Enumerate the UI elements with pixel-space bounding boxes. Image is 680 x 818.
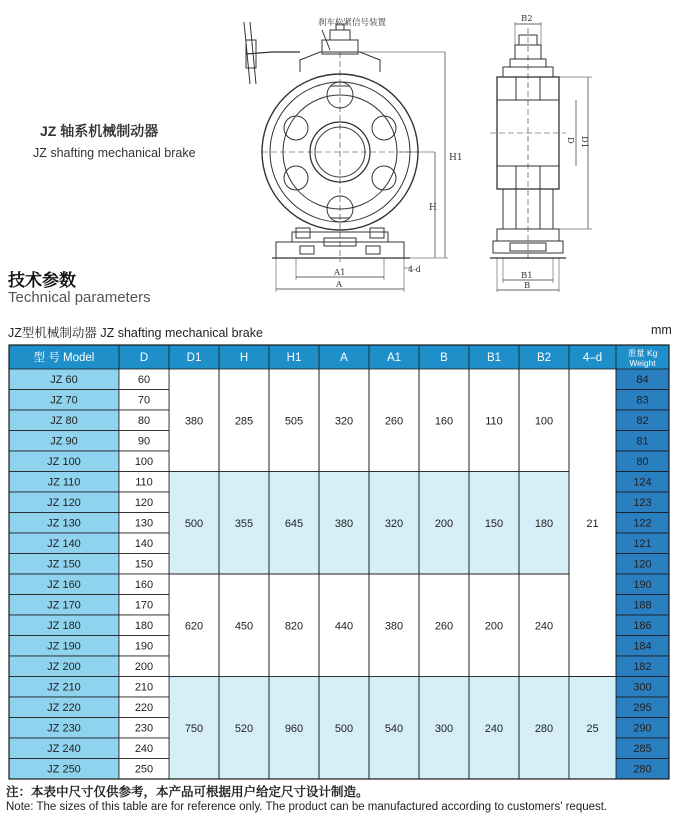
svg-text:A1: A1	[334, 268, 346, 278]
note-en: Note: The sizes of this table are for reference only. The product can be manufactured according to customers' request.	[6, 801, 608, 813]
cell-d: 140	[134, 538, 154, 550]
cell-h1: 960	[284, 722, 304, 735]
table-header-band	[9, 345, 669, 369]
cell-d: 130	[134, 517, 154, 530]
header-d1: D1	[186, 352, 202, 364]
cell-b1: 150	[484, 517, 504, 530]
cell-weight: 300	[633, 681, 652, 694]
cell-model: JZ 120	[47, 497, 81, 509]
cell-h1: 820	[284, 620, 304, 633]
cell-model: JZ 80	[50, 415, 78, 427]
cell-b: 200	[434, 517, 454, 530]
cell-weight: 84	[636, 374, 649, 386]
cell-4d: 25	[586, 722, 599, 735]
cell-b: 300	[434, 722, 454, 735]
cell-weight: 122	[633, 517, 652, 530]
unit-label: mm	[651, 323, 672, 337]
header-h: H	[239, 352, 249, 364]
cell-a: 320	[334, 415, 354, 428]
svg-text:4-d: 4-d	[408, 265, 421, 274]
cell-a: 500	[334, 722, 354, 735]
cell-b: 160	[434, 415, 454, 428]
cell-d: 190	[134, 640, 154, 653]
drawing-callout: 刹车松紧信号装置	[318, 17, 387, 27]
cell-model: JZ 110	[47, 476, 81, 489]
svg-text:A: A	[336, 280, 343, 290]
product-title-en: JZ shafting mechanical brake	[33, 146, 196, 160]
cell-model: JZ 210	[47, 681, 81, 694]
cell-h: 285	[234, 415, 254, 428]
cell-a1: 260	[384, 415, 404, 428]
cell-model: JZ 100	[47, 456, 81, 468]
cell-d: 250	[134, 763, 154, 776]
cell-model: JZ 130	[47, 517, 81, 530]
cell-model: JZ 60	[50, 374, 78, 386]
cell-b1: 200	[484, 620, 504, 633]
cell-4d: 21	[586, 517, 599, 530]
cell-b2: 100	[534, 415, 554, 428]
cell-weight: 295	[633, 702, 652, 714]
cell-b2: 280	[534, 722, 554, 735]
cell-model: JZ 240	[47, 743, 81, 755]
section-title-en: Technical parameters	[8, 289, 151, 306]
cell-weight: 182	[633, 661, 652, 673]
cell-model: JZ 170	[47, 599, 81, 612]
cell-d: 180	[134, 620, 154, 632]
cell-weight: 81	[636, 435, 649, 448]
cell-d: 210	[134, 681, 154, 694]
cell-d: 220	[134, 702, 154, 714]
product-title-cn: JZ 轴系机械制动器	[40, 123, 159, 139]
header-b1: B1	[486, 352, 502, 364]
cell-model: JZ 190	[47, 640, 81, 653]
svg-text:D1: D1	[579, 136, 589, 149]
cell-model: JZ 180	[47, 620, 81, 632]
cell-d: 240	[134, 743, 154, 755]
cell-d: 80	[137, 415, 151, 427]
cell-weight: 280	[633, 763, 652, 776]
cell-d: 90	[137, 435, 151, 448]
cell-d: 230	[134, 722, 154, 735]
svg-text:H1: H1	[449, 153, 463, 163]
header-b: B	[440, 352, 448, 364]
cell-d: 70	[137, 394, 151, 407]
note-cn: 注：本表中尺寸仅供参考，本产品可根据用户给定尺寸设计制造。	[6, 785, 369, 799]
cell-d: 160	[134, 579, 154, 591]
header-a: A	[340, 352, 348, 364]
cell-model: JZ 220	[47, 702, 81, 714]
cell-weight: 80	[636, 456, 649, 468]
cell-weight: 82	[636, 415, 649, 427]
header-d: D	[139, 352, 149, 364]
cell-b2: 180	[534, 517, 554, 530]
cell-h: 450	[234, 620, 254, 633]
svg-text:B1: B1	[521, 271, 533, 281]
cell-d: 200	[134, 661, 154, 673]
cell-weight: 121	[633, 538, 652, 550]
cell-weight: 186	[633, 620, 652, 632]
cell-d: 60	[137, 374, 151, 386]
cell-weight: 290	[633, 722, 652, 735]
header-a1: A1	[386, 352, 402, 364]
cell-d: 110	[135, 476, 153, 489]
cell-d1: 380	[184, 415, 204, 428]
cell-weight: 124	[633, 476, 652, 489]
cell-model: JZ 90	[50, 435, 78, 448]
cell-model: JZ 150	[47, 558, 81, 571]
cell-d1: 750	[184, 722, 204, 735]
cell-weight: 83	[636, 394, 649, 407]
cell-a1: 540	[384, 722, 404, 735]
cell-d: 150	[134, 558, 154, 571]
cell-d: 100	[134, 456, 154, 468]
cell-a1: 380	[384, 620, 404, 633]
svg-text:B2: B2	[521, 14, 533, 24]
cell-b1: 110	[485, 415, 503, 428]
cell-weight: 190	[633, 579, 652, 591]
cell-h1: 505	[284, 415, 304, 428]
cell-model: JZ 70	[50, 394, 78, 407]
cell-d: 120	[134, 497, 154, 509]
cell-b: 260	[434, 620, 454, 633]
header-weight-cn: 重量 Kg	[627, 348, 658, 358]
cell-b1: 240	[484, 722, 504, 735]
cell-weight: 120	[633, 558, 652, 571]
cell-model: JZ 250	[47, 763, 81, 776]
cell-h: 520	[234, 722, 254, 735]
header-b2: B2	[536, 352, 552, 364]
cell-d: 170	[134, 599, 154, 612]
table-caption: JZ型机械制动器 JZ shafting mechanical brake	[8, 326, 263, 340]
cell-weight: 188	[633, 599, 652, 612]
cell-a1: 320	[384, 517, 404, 530]
header-4d: 4–d	[582, 352, 603, 364]
header-h1: H1	[286, 352, 302, 364]
header-model: 型 号 Model	[33, 352, 95, 364]
cell-b2: 240	[534, 620, 554, 633]
cell-a: 440	[334, 620, 354, 633]
cell-weight: 285	[633, 743, 652, 755]
cell-d1: 500	[184, 517, 204, 530]
section-title-cn: 技术参数	[8, 271, 76, 290]
header-weight-en: Weight	[629, 358, 656, 368]
cell-model: JZ 140	[47, 538, 81, 550]
svg-text:B: B	[524, 281, 531, 291]
cell-model: JZ 230	[47, 722, 81, 735]
cell-model: JZ 160	[47, 579, 81, 591]
cell-weight: 123	[633, 497, 652, 509]
svg-text:D: D	[565, 137, 575, 144]
cell-weight: 184	[633, 640, 652, 653]
cell-a: 380	[334, 517, 354, 530]
cell-h1: 645	[284, 517, 304, 530]
svg-text:H: H	[429, 203, 437, 213]
cell-h: 355	[234, 517, 254, 530]
cell-model: JZ 200	[47, 661, 81, 673]
cell-d1: 620	[184, 620, 204, 633]
